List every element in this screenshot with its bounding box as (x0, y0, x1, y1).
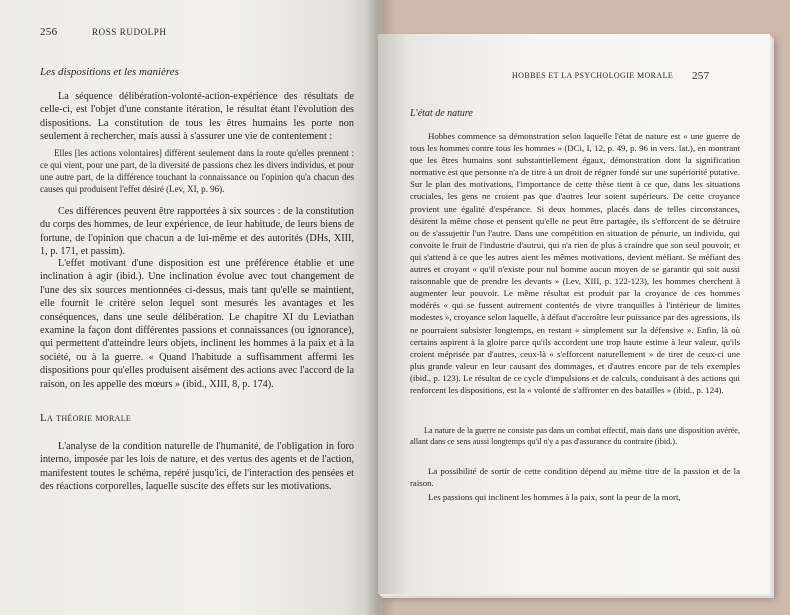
right-page (378, 34, 770, 594)
paragraph-text: Ces différences peuvent être rapportées à six sources : de la constitution du corps des hommes, de leur expérience, de leur habitude, de leurs biens de fortune, de l'opinion que chacun a de lui-même et des autorités (DHs, XIII, 1, p. 171, et passim). (40, 206, 354, 258)
paragraph-text: Hobbes commence sa démonstration selon laquelle l'état de nature est « une guerre de tous les hommes contre tous les hommes » (DCi, I, 12, p. 49, p. 96 in vers. lat.), en montrant que les êtres humains sont substantiellement égaux, démonstration dont la signification normative est que personne n'a de titre à un droit de régner fondé sur une supériorité putative. Sur le plan des motivations, l'importance de cette thèse tient à ce que, dans les situations cruciales, les gens ne croient pas que d'autres leur soient supérieurs. De cette croyance provient une égalité d'espérance. Si deux hommes, placés dans de telles circonstances, désirent la même chose et pensent qu'elle ne peut être partagée, ils s'efforcent de se détruire ou de s'assujettir l'un l'autre. Dans une compétition en situation de pénurie, un individu, qui convoite le fruit de l'industrie d'autrui, qui n'a rien de plus à craindre que son seul pouvoir, et qui s'attend à ce que les autres aient les mêmes motivations, devient méfiant. Se méfiant des autres et croyant « qu'il n'existe pour nul homme aucun moyen de se garantir qui soit aussi raisonnable que de prendre les devants » (Lev, XIII, p. 122-123), les hommes cherchent à augmenter leur pouvoir. Le même résultat est produit par la croyance de ces hommes modérés « qui se fussent autrement contentés de vivre tranquilles à l'intérieur de limites modestes », croyance selon laquelle, à défaut d'accroître leur puissance par des agressions, ils ne pourraient subsister longtemps, en restant « simplement sur la défensive ». Enfin, là où certains aspirent à la gloire parce qu'ils accordent une trop haute estime à leur valeur, qu'ils croient méprisée par d'autres, ceux-là « s'efforcent naturellement » de tirer de ceux-ci une plus grande valeur en leur causant des dommages, et d'autres encore par de tels exemples (ibid., p. 123). Le résultat de ce cycle d'impulsions et de calculs, conduisant à des actions qui renforcent les dispositions, est la « volonté de s'affronter en des batailles » (ibid., p. 124). (410, 131, 740, 395)
page-number: 257 (692, 70, 710, 82)
running-head: HOBBES ET LA PSYCHOLOGIE MORALE (512, 71, 674, 80)
section-heading: L'état de nature (410, 108, 473, 119)
paragraph (410, 130, 740, 396)
page-number: 256 (40, 26, 58, 38)
paragraph (40, 205, 354, 259)
running-head: ROSS RUDOLPH (92, 27, 167, 37)
paragraph-text: Les passions qui inclinent les hommes à la paix, sont la peur de la mort, (428, 492, 681, 502)
paragraph-text: L'analyse de la condition naturelle de l'humanité, de l'obligation in foro interno, imposée par les lois de nature, et des vertus des agents et de l'action, manifestent toutes le schéma, repéré jusqu'ici, de l'interaction des pensées et des réactions corporelles, laquelle suscite des effets sur les motivations. (40, 441, 354, 493)
section-heading: La théorie morale (40, 412, 132, 424)
section-heading: Les dispositions et les manières (40, 66, 179, 78)
paragraph (40, 257, 354, 391)
paragraph (40, 440, 354, 494)
paragraph (40, 90, 354, 144)
left-page (0, 0, 382, 615)
paragraph-text: La possibilité de sortir de cette condition dépend au même titre de la passion et de la raison. (410, 466, 740, 489)
paragraph-text: L'effet motivant d'une disposition est une préférence établie et une inclination à agir (ibid.). Une inclination évolue avec tout changement de l'une des six sources mentionnées ci-dessus, mais tant qu'elle se maintient, elle fournit le critère selon lequel sont mesurés les avantages et les conséquences, dans une seule délibération. Le chapitre XI du Leviathan examine la façon dont différentes passions et connaissances (ou ignorance), qui permettent d'atteindre leurs objets, inclinent les hommes à la paix et à la société, ou à la guerre. « Quand l'habitude a suffisamment affermi les dispositions pour qu'elles produisent aisément des actions avec l'accord de la raison, on les appelle des mœurs » (ibid., XIII, 8, p. 174). (40, 258, 354, 390)
block-quote (410, 425, 740, 447)
paragraph (410, 491, 740, 503)
quote-text: Elles [les actions volontaires] diffèrent seulement dans la route qu'elles prennent : ce qui vient, pour une part, de la diversité de passions chez les divers individus, et pour une autre part, de la différence touchant la connaissance ou l'opinion qu'a chacun des causes qui produisent l'effet désiré (Lev, XI, p. 96). (40, 148, 354, 194)
block-quote (40, 147, 354, 195)
quote-text: La nature de la guerre ne consiste pas dans un combat effectif, mais dans une disposition avérée, allant dans ce sens aussi longtemps qu'il n'y a pas d'assurance du contraire (ibid.). (410, 426, 740, 446)
paragraph-text: La séquence délibération-volonté-action-expérience des résultats de celle-ci, est l'objet d'une constante itération, le résultat étant l'évolution des dispositions. La constitution de tous les êtres humains les porte non seulement à rechercher, mais aussi à s'assurer une vie de contentement : (40, 91, 354, 143)
paragraph (410, 465, 740, 489)
